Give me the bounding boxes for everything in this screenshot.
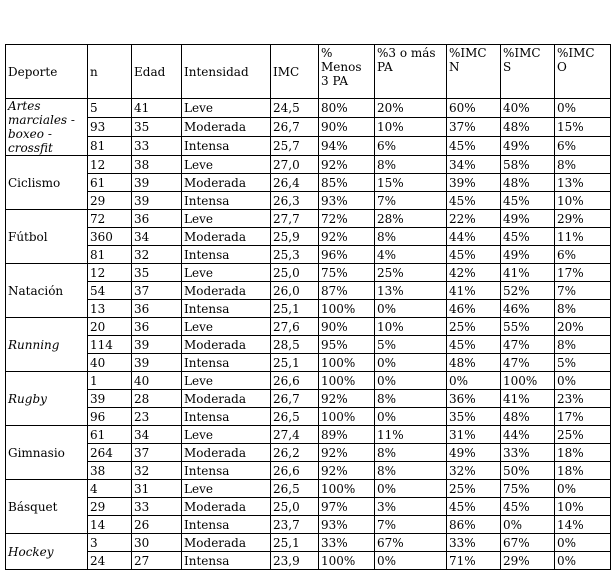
cell-imc-n: 0% — [447, 372, 501, 390]
cell-imc: 26,6 — [271, 372, 319, 390]
cell-edad: 40 — [132, 372, 182, 390]
cell-imc-n: 25% — [447, 318, 501, 336]
cell-menos-3-pa: 80% — [319, 99, 375, 118]
cell-intensidad: Moderada — [182, 282, 271, 300]
cell-imc-o: 11% — [555, 228, 611, 246]
cell-n: 264 — [88, 444, 132, 462]
cell-edad: 36 — [132, 300, 182, 318]
cell-3-o-mas-pa: 3% — [375, 498, 447, 516]
cell-intensidad: Intensa — [182, 192, 271, 210]
cell-intensidad: Intensa — [182, 516, 271, 534]
cell-imc: 25,1 — [271, 534, 319, 552]
cell-imc-o: 25% — [555, 426, 611, 444]
cell-intensidad: Moderada — [182, 228, 271, 246]
header-row — [6, 45, 611, 99]
cell-n: 81 — [88, 137, 132, 156]
cell-n: 39 — [88, 390, 132, 408]
cell-intensidad: Intensa — [182, 137, 271, 156]
cell-imc-o: 10% — [555, 498, 611, 516]
cell-menos-3-pa: 93% — [319, 192, 375, 210]
sport-name-cell: Hockey — [6, 534, 88, 570]
cell-imc-o: 8% — [555, 156, 611, 174]
header-deporte: Deporte — [6, 45, 88, 99]
table-row — [6, 498, 611, 516]
cell-imc-o: 13% — [555, 174, 611, 192]
cell-intensidad: Leve — [182, 156, 271, 174]
table-row — [6, 480, 611, 498]
cell-imc-n: 32% — [447, 462, 501, 480]
table-body — [6, 99, 611, 570]
cell-menos-3-pa: 92% — [319, 462, 375, 480]
cell-intensidad: Intensa — [182, 246, 271, 264]
cell-imc-s: 0% — [501, 516, 555, 534]
cell-menos-3-pa: 89% — [319, 426, 375, 444]
cell-3-o-mas-pa: 8% — [375, 156, 447, 174]
header-n: n — [88, 45, 132, 99]
cell-imc-s: 55% — [501, 318, 555, 336]
cell-edad: 34 — [132, 426, 182, 444]
table-row — [6, 390, 611, 408]
cell-intensidad: Intensa — [182, 462, 271, 480]
cell-imc-o: 23% — [555, 390, 611, 408]
cell-n: 13 — [88, 300, 132, 318]
cell-intensidad: Leve — [182, 480, 271, 498]
cell-imc-s: 58% — [501, 156, 555, 174]
cell-3-o-mas-pa: 15% — [375, 174, 447, 192]
cell-imc-s: 49% — [501, 137, 555, 156]
cell-imc-s: 47% — [501, 336, 555, 354]
cell-imc: 26,5 — [271, 408, 319, 426]
cell-imc-n: 45% — [447, 137, 501, 156]
cell-edad: 32 — [132, 246, 182, 264]
cell-imc: 26,0 — [271, 282, 319, 300]
cell-imc-o: 0% — [555, 552, 611, 570]
cell-n: 4 — [88, 480, 132, 498]
sport-name-cell: Básquet — [6, 480, 88, 534]
sport-name-cell: Fútbol — [6, 210, 88, 264]
cell-n: 5 — [88, 99, 132, 118]
table-row — [6, 228, 611, 246]
cell-intensidad: Intensa — [182, 552, 271, 570]
cell-imc-n: 41% — [447, 282, 501, 300]
cell-3-o-mas-pa: 8% — [375, 228, 447, 246]
cell-menos-3-pa: 94% — [319, 137, 375, 156]
cell-3-o-mas-pa: 7% — [375, 192, 447, 210]
cell-edad: 30 — [132, 534, 182, 552]
cell-imc-n: 37% — [447, 118, 501, 137]
cell-intensidad: Intensa — [182, 408, 271, 426]
cell-imc: 26,5 — [271, 480, 319, 498]
cell-menos-3-pa: 87% — [319, 282, 375, 300]
table-row — [6, 264, 611, 282]
cell-n: 114 — [88, 336, 132, 354]
cell-intensidad: Moderada — [182, 534, 271, 552]
cell-menos-3-pa: 92% — [319, 390, 375, 408]
table-row — [6, 282, 611, 300]
cell-intensidad: Leve — [182, 372, 271, 390]
cell-imc: 25,1 — [271, 300, 319, 318]
cell-imc-s: 45% — [501, 192, 555, 210]
cell-intensidad: Moderada — [182, 336, 271, 354]
cell-imc: 27,0 — [271, 156, 319, 174]
cell-imc: 27,6 — [271, 318, 319, 336]
cell-intensidad: Leve — [182, 426, 271, 444]
cell-imc-s: 45% — [501, 228, 555, 246]
cell-n: 29 — [88, 192, 132, 210]
cell-menos-3-pa: 100% — [319, 354, 375, 372]
cell-imc-o: 17% — [555, 264, 611, 282]
cell-edad: 36 — [132, 318, 182, 336]
cell-imc-s: 49% — [501, 210, 555, 228]
cell-menos-3-pa: 90% — [319, 118, 375, 137]
cell-imc-o: 8% — [555, 336, 611, 354]
cell-imc: 26,7 — [271, 118, 319, 137]
cell-imc-o: 29% — [555, 210, 611, 228]
sport-name-cell: Gimnasio — [6, 426, 88, 480]
header-imc: IMC — [271, 45, 319, 99]
cell-n: 72 — [88, 210, 132, 228]
header-menos-3-pa: % Menos 3 PA — [319, 45, 375, 99]
cell-imc-o: 15% — [555, 118, 611, 137]
table-row — [6, 210, 611, 228]
cell-intensidad: Leve — [182, 264, 271, 282]
cell-imc-s: 52% — [501, 282, 555, 300]
cell-imc: 25,0 — [271, 264, 319, 282]
cell-edad: 37 — [132, 282, 182, 300]
header-3-o-mas-pa: %3 o más PA — [375, 45, 447, 99]
cell-menos-3-pa: 95% — [319, 336, 375, 354]
cell-intensidad: Intensa — [182, 300, 271, 318]
cell-imc: 26,6 — [271, 462, 319, 480]
cell-imc: 26,2 — [271, 444, 319, 462]
table-row — [6, 444, 611, 462]
cell-3-o-mas-pa: 5% — [375, 336, 447, 354]
cell-3-o-mas-pa: 20% — [375, 99, 447, 118]
cell-intensidad: Moderada — [182, 174, 271, 192]
sport-name-cell: Artes marciales - boxeo - crossfit — [6, 99, 88, 156]
table-row — [6, 118, 611, 137]
cell-imc: 27,4 — [271, 426, 319, 444]
cell-edad: 33 — [132, 137, 182, 156]
cell-edad: 39 — [132, 192, 182, 210]
cell-intensidad: Leve — [182, 210, 271, 228]
cell-imc: 25,1 — [271, 354, 319, 372]
cell-edad: 27 — [132, 552, 182, 570]
cell-3-o-mas-pa: 0% — [375, 300, 447, 318]
cell-imc-s: 46% — [501, 300, 555, 318]
cell-intensidad: Leve — [182, 318, 271, 336]
header-intensidad: Intensidad — [182, 45, 271, 99]
cell-edad: 33 — [132, 498, 182, 516]
cell-imc-n: 60% — [447, 99, 501, 118]
table-row — [6, 300, 611, 318]
cell-intensidad: Moderada — [182, 118, 271, 137]
cell-imc-n: 22% — [447, 210, 501, 228]
cell-edad: 36 — [132, 210, 182, 228]
table-row — [6, 516, 611, 534]
cell-imc-s: 40% — [501, 99, 555, 118]
cell-imc-n: 35% — [447, 408, 501, 426]
cell-edad: 39 — [132, 174, 182, 192]
cell-3-o-mas-pa: 8% — [375, 390, 447, 408]
cell-n: 61 — [88, 174, 132, 192]
cell-imc-n: 44% — [447, 228, 501, 246]
table-row — [6, 336, 611, 354]
cell-n: 12 — [88, 156, 132, 174]
cell-3-o-mas-pa: 0% — [375, 552, 447, 570]
cell-imc-o: 0% — [555, 372, 611, 390]
cell-imc: 25,7 — [271, 137, 319, 156]
cell-menos-3-pa: 92% — [319, 156, 375, 174]
sports-data-table — [5, 44, 611, 570]
cell-intensidad: Leve — [182, 99, 271, 118]
table-row — [6, 318, 611, 336]
cell-imc-n: 49% — [447, 444, 501, 462]
table-row — [6, 137, 611, 156]
cell-edad: 41 — [132, 99, 182, 118]
cell-imc-n: 39% — [447, 174, 501, 192]
cell-3-o-mas-pa: 28% — [375, 210, 447, 228]
sport-name-cell: Rugby — [6, 372, 88, 426]
cell-imc: 23,7 — [271, 516, 319, 534]
cell-imc-s: 67% — [501, 534, 555, 552]
cell-n: 360 — [88, 228, 132, 246]
cell-menos-3-pa: 96% — [319, 246, 375, 264]
cell-intensidad: Moderada — [182, 390, 271, 408]
table-row — [6, 174, 611, 192]
cell-imc-s: 48% — [501, 118, 555, 137]
cell-imc: 27,7 — [271, 210, 319, 228]
cell-3-o-mas-pa: 7% — [375, 516, 447, 534]
cell-imc-o: 0% — [555, 480, 611, 498]
cell-menos-3-pa: 100% — [319, 408, 375, 426]
cell-imc-s: 48% — [501, 408, 555, 426]
cell-imc-o: 6% — [555, 137, 611, 156]
cell-imc-o: 6% — [555, 246, 611, 264]
cell-imc-s: 29% — [501, 552, 555, 570]
cell-intensidad: Moderada — [182, 444, 271, 462]
cell-edad: 35 — [132, 118, 182, 137]
cell-imc-n: 45% — [447, 498, 501, 516]
cell-intensidad: Intensa — [182, 354, 271, 372]
cell-imc-n: 31% — [447, 426, 501, 444]
table-row — [6, 534, 611, 552]
cell-imc-n: 33% — [447, 534, 501, 552]
cell-n: 93 — [88, 118, 132, 137]
table-row — [6, 372, 611, 390]
cell-menos-3-pa: 92% — [319, 228, 375, 246]
cell-imc-n: 71% — [447, 552, 501, 570]
table-row — [6, 408, 611, 426]
cell-imc-o: 14% — [555, 516, 611, 534]
cell-3-o-mas-pa: 10% — [375, 118, 447, 137]
cell-imc: 23,9 — [271, 552, 319, 570]
table-row — [6, 426, 611, 444]
cell-menos-3-pa: 93% — [319, 516, 375, 534]
cell-imc-s: 48% — [501, 174, 555, 192]
cell-3-o-mas-pa: 6% — [375, 137, 447, 156]
cell-imc-s: 49% — [501, 246, 555, 264]
cell-3-o-mas-pa: 0% — [375, 372, 447, 390]
cell-imc-n: 45% — [447, 246, 501, 264]
cell-edad: 28 — [132, 390, 182, 408]
cell-3-o-mas-pa: 0% — [375, 354, 447, 372]
cell-3-o-mas-pa: 8% — [375, 462, 447, 480]
cell-menos-3-pa: 85% — [319, 174, 375, 192]
table-row — [6, 99, 611, 118]
cell-imc: 25,0 — [271, 498, 319, 516]
table-row — [6, 192, 611, 210]
cell-imc-s: 44% — [501, 426, 555, 444]
cell-imc-n: 36% — [447, 390, 501, 408]
cell-menos-3-pa: 33% — [319, 534, 375, 552]
cell-menos-3-pa: 90% — [319, 318, 375, 336]
cell-imc-o: 10% — [555, 192, 611, 210]
cell-edad: 38 — [132, 156, 182, 174]
cell-menos-3-pa: 97% — [319, 498, 375, 516]
sport-name-cell: Natación — [6, 264, 88, 318]
cell-imc-s: 33% — [501, 444, 555, 462]
sport-name-cell: Running — [6, 318, 88, 372]
cell-imc-s: 41% — [501, 264, 555, 282]
cell-n: 12 — [88, 264, 132, 282]
cell-imc-n: 45% — [447, 336, 501, 354]
cell-3-o-mas-pa: 13% — [375, 282, 447, 300]
cell-3-o-mas-pa: 4% — [375, 246, 447, 264]
cell-n: 24 — [88, 552, 132, 570]
cell-imc-s: 100% — [501, 372, 555, 390]
cell-menos-3-pa: 92% — [319, 444, 375, 462]
sport-name-cell: Ciclismo — [6, 156, 88, 210]
cell-imc-o: 0% — [555, 99, 611, 118]
cell-imc-o: 17% — [555, 408, 611, 426]
cell-imc: 25,9 — [271, 228, 319, 246]
table-header — [6, 45, 611, 99]
cell-3-o-mas-pa: 0% — [375, 480, 447, 498]
cell-imc-s: 41% — [501, 390, 555, 408]
cell-imc-o: 20% — [555, 318, 611, 336]
cell-edad: 32 — [132, 462, 182, 480]
table-row — [6, 156, 611, 174]
cell-n: 81 — [88, 246, 132, 264]
cell-imc-o: 18% — [555, 444, 611, 462]
cell-edad: 39 — [132, 336, 182, 354]
table-row — [6, 552, 611, 570]
cell-edad: 31 — [132, 480, 182, 498]
cell-3-o-mas-pa: 8% — [375, 444, 447, 462]
cell-imc-o: 7% — [555, 282, 611, 300]
cell-n: 29 — [88, 498, 132, 516]
cell-n: 40 — [88, 354, 132, 372]
cell-n: 96 — [88, 408, 132, 426]
cell-imc-n: 48% — [447, 354, 501, 372]
cell-n: 20 — [88, 318, 132, 336]
cell-edad: 39 — [132, 354, 182, 372]
cell-imc-s: 75% — [501, 480, 555, 498]
cell-imc-n: 42% — [447, 264, 501, 282]
cell-n: 14 — [88, 516, 132, 534]
cell-menos-3-pa: 100% — [319, 300, 375, 318]
cell-menos-3-pa: 100% — [319, 480, 375, 498]
cell-imc-o: 18% — [555, 462, 611, 480]
cell-intensidad: Moderada — [182, 498, 271, 516]
cell-menos-3-pa: 75% — [319, 264, 375, 282]
cell-edad: 37 — [132, 444, 182, 462]
cell-imc-o: 0% — [555, 534, 611, 552]
cell-imc-s: 47% — [501, 354, 555, 372]
cell-imc: 26,7 — [271, 390, 319, 408]
cell-imc: 25,3 — [271, 246, 319, 264]
table-row — [6, 354, 611, 372]
cell-menos-3-pa: 100% — [319, 372, 375, 390]
cell-3-o-mas-pa: 10% — [375, 318, 447, 336]
cell-3-o-mas-pa: 25% — [375, 264, 447, 282]
cell-n: 38 — [88, 462, 132, 480]
cell-edad: 26 — [132, 516, 182, 534]
table-row — [6, 246, 611, 264]
header-imc-o: %IMC O — [555, 45, 611, 99]
cell-imc-n: 45% — [447, 192, 501, 210]
cell-edad: 34 — [132, 228, 182, 246]
cell-imc-n: 46% — [447, 300, 501, 318]
header-edad: Edad — [132, 45, 182, 99]
cell-imc-s: 45% — [501, 498, 555, 516]
cell-n: 1 — [88, 372, 132, 390]
cell-imc: 24,5 — [271, 99, 319, 118]
cell-menos-3-pa: 72% — [319, 210, 375, 228]
header-imc-n: %IMC N — [447, 45, 501, 99]
cell-n: 61 — [88, 426, 132, 444]
cell-imc-n: 25% — [447, 480, 501, 498]
cell-imc-n: 86% — [447, 516, 501, 534]
cell-n: 3 — [88, 534, 132, 552]
cell-3-o-mas-pa: 11% — [375, 426, 447, 444]
cell-3-o-mas-pa: 0% — [375, 408, 447, 426]
table-row — [6, 462, 611, 480]
cell-imc-n: 34% — [447, 156, 501, 174]
cell-menos-3-pa: 100% — [319, 552, 375, 570]
cell-imc: 26,4 — [271, 174, 319, 192]
header-imc-s: %IMC S — [501, 45, 555, 99]
cell-imc-s: 50% — [501, 462, 555, 480]
cell-3-o-mas-pa: 67% — [375, 534, 447, 552]
cell-imc-o: 5% — [555, 354, 611, 372]
cell-edad: 35 — [132, 264, 182, 282]
cell-imc-o: 8% — [555, 300, 611, 318]
cell-imc: 28,5 — [271, 336, 319, 354]
cell-edad: 23 — [132, 408, 182, 426]
cell-n: 54 — [88, 282, 132, 300]
cell-imc: 26,3 — [271, 192, 319, 210]
